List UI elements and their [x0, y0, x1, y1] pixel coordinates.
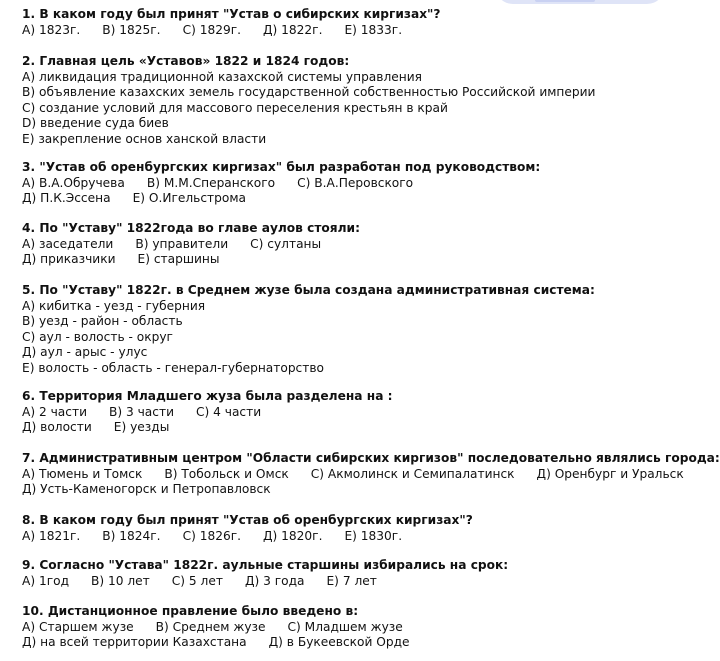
answer-option: Д) 1820г. [263, 528, 323, 543]
question-title: 4. По "Уставу" 1822года во главе аулов стояли: [22, 221, 360, 235]
answer-option: А) кибитка - уезд - губерния [22, 298, 206, 313]
answer-option: С) султаны [250, 236, 322, 251]
answer-option: С) 1826г. [182, 528, 241, 543]
question-1 [22, 7, 710, 38]
answer-option: А) 2 части [22, 404, 87, 419]
answer-option: В) Среднем жузе [155, 619, 266, 634]
option-line [22, 405, 710, 421]
option-line [22, 529, 710, 545]
answer-option: Д) в Букеевской Орде [268, 635, 410, 649]
answer-option: D) введение суда биев [22, 116, 169, 130]
option-line [22, 132, 710, 148]
option-line [22, 574, 710, 590]
option-line [22, 345, 710, 361]
answer-option: А) Старшем жузе [22, 619, 134, 634]
question-5 [22, 283, 710, 376]
question-6 [22, 389, 710, 436]
option-line [22, 176, 710, 192]
answer-option: Е) старшины [137, 252, 220, 266]
question-2 [22, 54, 710, 147]
answer-option: В) 3 части [108, 404, 174, 419]
answer-option: С) Младшем жузе [287, 619, 403, 634]
answer-option: А) ликвидация традиционной казахской системы управления [22, 69, 422, 84]
answer-option: Е) волость - область - генерал-губернаторство [22, 360, 324, 375]
option-line [22, 191, 710, 207]
question-title: 9. Согласно "Устава" 1822г. аульные старшины избирались на срок: [22, 558, 509, 572]
option-line [22, 420, 710, 436]
answer-option: Д) на всей территории Казахстана [22, 635, 247, 649]
answer-option: В) М.М.Сперанского [146, 175, 276, 190]
option-line [22, 85, 710, 101]
answer-option: С) создание условий для массового переселения крестьян в край [22, 100, 448, 115]
answer-option: А) В.А.Обручева [22, 175, 125, 190]
answer-option: А) Тюмень и Томск [22, 466, 143, 481]
option-line [22, 23, 710, 39]
answer-option: С) 4 части [196, 404, 262, 419]
question-10 [22, 604, 710, 651]
option-line [22, 620, 710, 636]
question-title: 10. Дистанционное правление было введено в: [22, 604, 359, 618]
answer-option: Е) 7 лет [326, 573, 377, 588]
answer-option: А) заседатели [22, 236, 114, 251]
option-line [22, 252, 710, 268]
answer-option: А) 1год [22, 573, 70, 588]
answer-option: Д) 1822г. [263, 22, 323, 37]
option-line [22, 482, 710, 498]
answer-option: Е) уезды [113, 420, 170, 434]
answer-option: Д) Оренбург и Уральск [536, 466, 684, 481]
option-line [22, 101, 710, 117]
question-9 [22, 558, 710, 589]
answer-option: Д) аул - арыс - улус [22, 345, 148, 359]
option-line [22, 330, 710, 346]
option-line [22, 361, 710, 377]
answer-option: С) В.А.Перовского [297, 175, 414, 190]
question-title: 3. "Устав об оренбургских киргизах" был разработан под руководством: [22, 160, 541, 174]
question-title: 1. В каком году был принят "Устав о сибирских киргизах"? [22, 7, 441, 21]
question-3 [22, 160, 710, 207]
answer-option: Д) П.К.Эссена [22, 191, 111, 205]
option-line [22, 467, 710, 483]
answer-option: В) объявление казахских земель государственной собственностью Российской империи [22, 85, 596, 99]
answer-option: А) 1821г. [22, 528, 81, 543]
answer-option: Е) О.Игельстрома [132, 191, 247, 205]
question-title: 7. Административным центром "Области сибирских киргизов" последовательно являлись города: [22, 451, 720, 465]
option-line [22, 635, 710, 651]
option-line [22, 237, 710, 253]
question-8 [22, 513, 710, 544]
option-line [22, 116, 710, 132]
option-line [22, 299, 710, 315]
answer-option: Д) волости [22, 420, 92, 434]
answer-option: В) уезд - район - область [22, 314, 183, 328]
answer-option: Е) 1833г. [344, 22, 403, 37]
question-title: 8. В каком году был принят "Устав об оренбургских киргизах"? [22, 513, 473, 527]
answer-option: В) управители [135, 236, 229, 251]
answer-option: Д) Усть-Каменогорск и Петропавловск [22, 482, 271, 496]
question-title: 6. Территория Младшего жуза была разделена на : [22, 389, 393, 403]
answer-option: В) 1824г. [102, 528, 161, 543]
answer-option: С) аул - волость - округ [22, 329, 173, 344]
answer-option: Е) закрепление основ ханской власти [22, 131, 267, 146]
answer-option: В) Тобольск и Омск [164, 466, 289, 481]
question-title: 2. Главная цель «Уставов» 1822 и 1824 годов: [22, 54, 350, 68]
question-7 [22, 451, 720, 498]
answer-option: Д) приказчики [22, 252, 116, 266]
answer-option: В) 1825г. [102, 22, 161, 37]
top-decoration-inner [535, 0, 595, 2]
answer-option: А) 1823г. [22, 22, 81, 37]
answer-option: С) 5 лет [171, 573, 223, 588]
answer-option: В) 10 лет [91, 573, 150, 588]
question-4 [22, 221, 710, 268]
answer-option: С) 1829г. [182, 22, 241, 37]
option-line [22, 70, 710, 86]
option-line [22, 314, 710, 330]
answer-option: С) Акмолинск и Семипалатинск [310, 466, 515, 481]
answer-option: Е) 1830г. [344, 528, 403, 543]
answer-option: Д) 3 года [244, 573, 305, 588]
question-title: 5. По "Уставу" 1822г. в Среднем жузе была создана административная система: [22, 283, 595, 297]
